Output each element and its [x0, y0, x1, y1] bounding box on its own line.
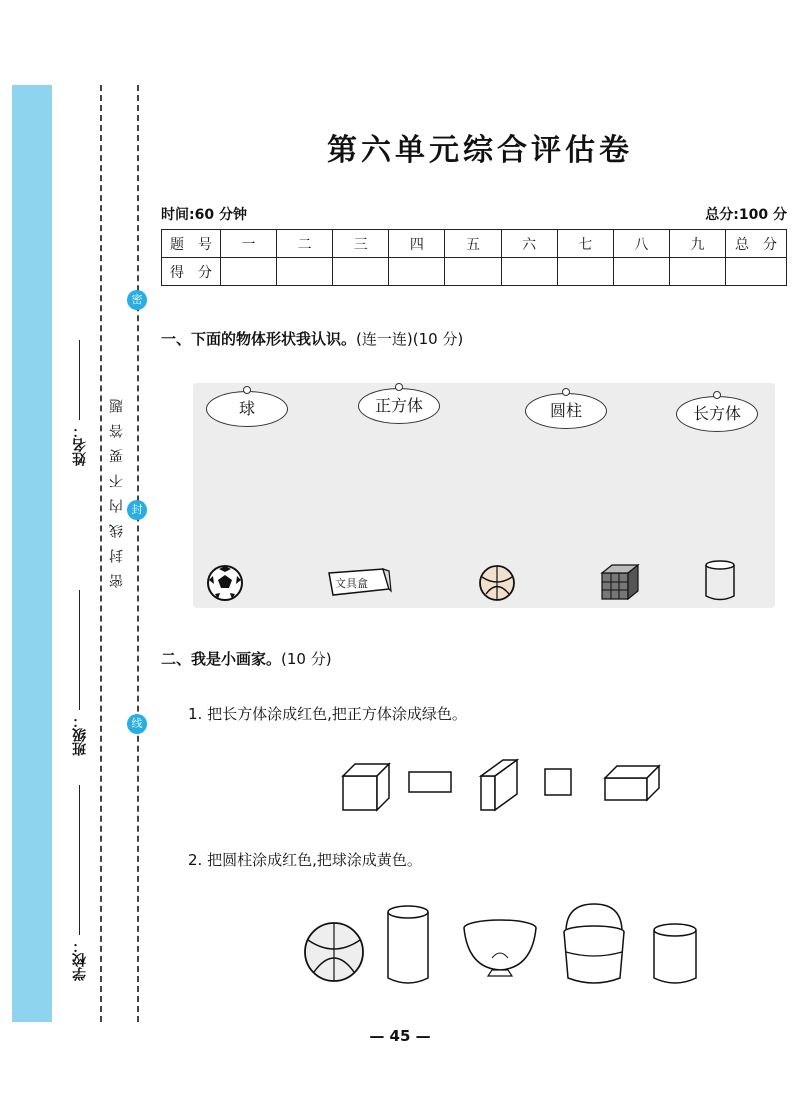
cube-shape[interactable] — [343, 764, 389, 810]
label-cuboid[interactable]: 长方体 — [676, 396, 758, 432]
rubik-cube-icon[interactable] — [600, 563, 640, 603]
score-head-cell: 九 — [669, 230, 725, 258]
item1-instruction: 1. 把长方体涂成红色,把正方体涂成绿色。 — [188, 705, 467, 723]
rectangle-shape[interactable] — [409, 772, 451, 792]
page-number: — 45 — — [369, 1027, 431, 1045]
score-head-cell: 题 号 — [162, 230, 221, 258]
score-entry-row — [162, 258, 787, 286]
pencil-box-text: 文具盒 — [335, 577, 368, 590]
section1-title: 一、下面的物体形状我认识。 — [161, 330, 357, 348]
page-title: 第六单元综合评估卷 — [327, 133, 633, 168]
ball-shape[interactable] — [305, 923, 363, 981]
score-header-row — [162, 230, 787, 258]
binding-notice: 密封线内不要答题 — [109, 388, 125, 588]
score-head-cell: 三 — [333, 230, 389, 258]
item2-instruction: 2. 把圆柱涂成红色,把球涂成黄色。 — [188, 851, 422, 869]
section1-note: (连一连)(10 分) — [356, 330, 464, 348]
cup-icon[interactable] — [702, 558, 738, 604]
score-head-cell: 七 — [557, 230, 613, 258]
name-label: 姓名： — [72, 424, 88, 466]
score-entry-cell[interactable] — [333, 258, 389, 286]
total-score: 总分:100 分 — [705, 207, 787, 223]
score-entry-cell[interactable] — [389, 258, 445, 286]
label-cylinder[interactable]: 圆柱 — [525, 393, 607, 429]
seal-xian: 线 — [127, 714, 147, 734]
score-entry-cell[interactable] — [277, 258, 333, 286]
score-entry-cell[interactable] — [445, 258, 501, 286]
score-entry-cell[interactable] — [613, 258, 669, 286]
binding-strip — [12, 85, 52, 1022]
basketball-icon[interactable] — [476, 563, 518, 603]
pencil-box-icon[interactable] — [325, 565, 393, 599]
score-entry-label: 得 分 — [162, 258, 221, 286]
label-ball[interactable]: 球 — [206, 391, 288, 427]
score-head-cell: 四 — [389, 230, 445, 258]
section1-heading — [161, 328, 463, 349]
section2-title: 二、我是小画家。 — [161, 650, 282, 668]
score-head-cell: 二 — [277, 230, 333, 258]
cuboid-tall-shape[interactable] — [481, 760, 517, 810]
name-field[interactable] — [70, 340, 90, 466]
score-table — [161, 229, 787, 286]
solids-row — [335, 758, 665, 814]
section2-note: (10 分) — [281, 650, 332, 668]
score-entry-cell[interactable] — [221, 258, 277, 286]
bowl-shape[interactable] — [464, 920, 536, 976]
square-shape[interactable] — [545, 769, 571, 795]
score-entry-cell[interactable] — [501, 258, 557, 286]
section2-heading — [161, 648, 332, 669]
cut-line-outer — [100, 85, 102, 1022]
bucket-shape[interactable] — [564, 904, 624, 983]
school-field[interactable] — [70, 785, 90, 981]
round-objects-row — [300, 900, 710, 990]
score-head-cell: 八 — [613, 230, 669, 258]
cuboid-flat-shape[interactable] — [605, 766, 659, 800]
score-head-cell: 总 分 — [726, 230, 787, 258]
score-head-cell: 五 — [445, 230, 501, 258]
soccer-ball-icon[interactable] — [205, 563, 245, 603]
class-field[interactable] — [70, 590, 90, 756]
seal-mi: 密 — [127, 290, 147, 310]
class-label: 班级： — [72, 714, 88, 756]
score-head-cell: 一 — [221, 230, 277, 258]
label-cube[interactable]: 正方体 — [358, 388, 440, 424]
school-label: 学校： — [72, 939, 88, 981]
cut-line-inner — [137, 85, 139, 1022]
score-entry-cell[interactable] — [726, 258, 787, 286]
seal-feng: 封 — [127, 500, 147, 520]
score-head-cell: 六 — [501, 230, 557, 258]
cylinder-tall-shape[interactable] — [388, 906, 428, 983]
score-entry-cell[interactable] — [669, 258, 725, 286]
cylinder-short-shape[interactable] — [654, 924, 696, 983]
score-entry-cell[interactable] — [557, 258, 613, 286]
time-limit: 时间:60 分钟 — [161, 207, 247, 223]
